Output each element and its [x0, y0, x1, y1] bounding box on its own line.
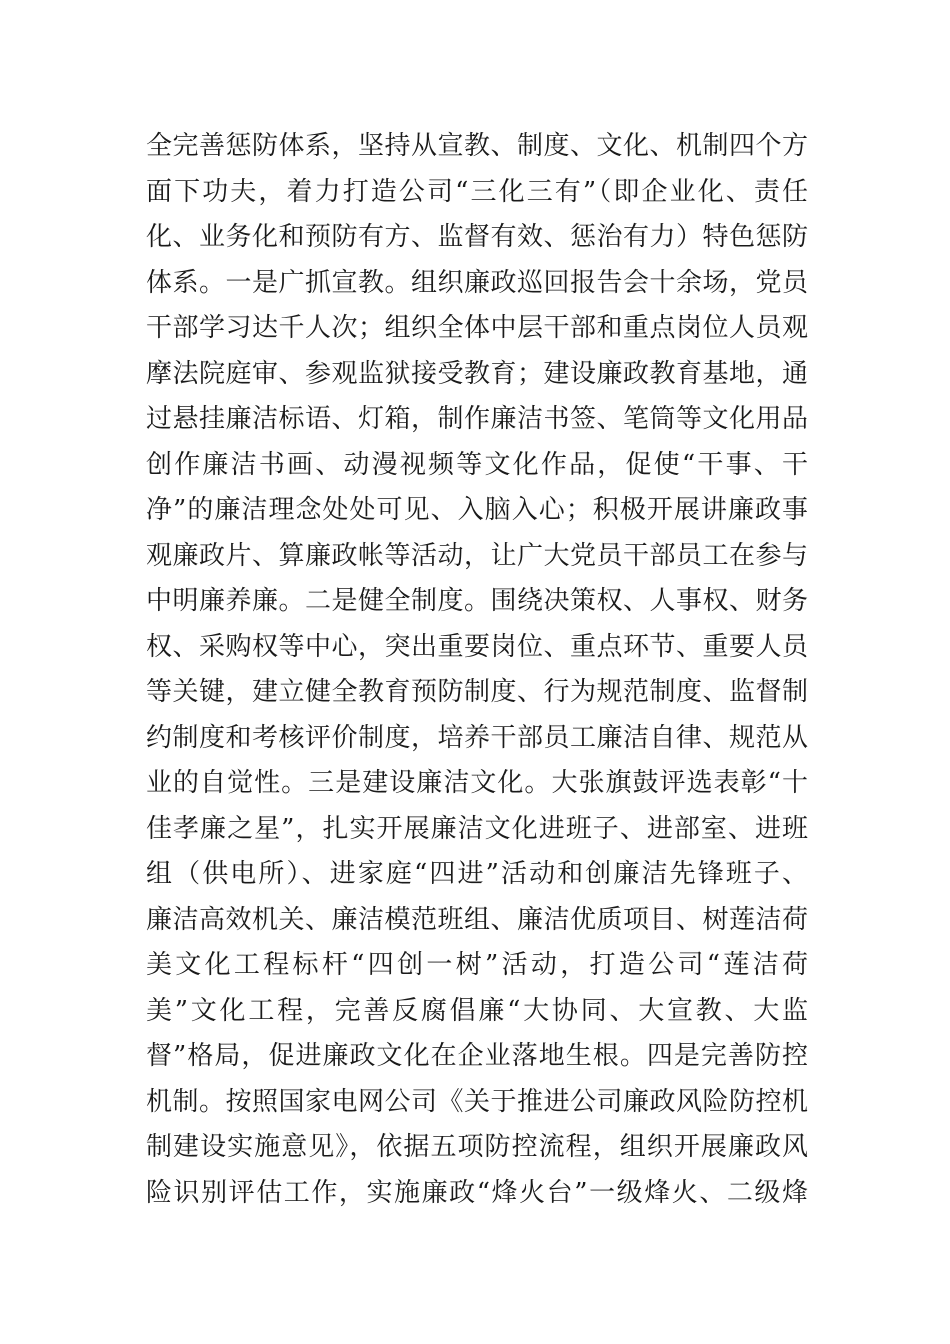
- text-line-23: 制建设实施意见》，依据五项防控流程，组织开展廉政风: [146, 1132, 808, 1162]
- text-line-4: 体系。一是广抓宣教。组织廉政巡回报告会十余场，党员: [146, 267, 808, 298]
- text-line-17: 组（供电所）、进家庭“四进”活动和创廉洁先锋班子、: [146, 859, 808, 889]
- text-line-22: 机制。按照国家电网公司《关于推进公司廉政风险防控机: [146, 1086, 808, 1117]
- text-line-2: 面下功夫，着力打造公司“三化三有”（即企业化、责任: [146, 176, 808, 207]
- text-line-24: 险识别评估工作，实施廉政“烽火台”一级烽火、二级烽: [146, 1177, 808, 1208]
- text-line-13: 等关键，建立健全教育预防制度、行为规范制度、监督制: [146, 677, 808, 707]
- text-line-5: 干部学习达千人次；组织全体中层干部和重点岗位人员观: [146, 313, 808, 343]
- text-line-3: 化、业务化和预防有方、监督有效、惩治有力）特色惩防: [146, 222, 808, 252]
- text-line-12: 权、采购权等中心，突出重要岗位、重点环节、重要人员: [146, 631, 808, 662]
- text-line-6: 摩法院庭审、参观监狱接受教育；建设廉政教育基地，通: [146, 358, 808, 389]
- body-text: [146, 124, 808, 1216]
- text-line-15: 业的自觉性。三是建设廉洁文化。大张旗鼓评选表彰“十: [146, 768, 808, 798]
- text-line-19: 美文化工程标杆“四创一树”活动，打造公司“莲洁荷: [146, 950, 808, 980]
- text-line-9: 净”的廉洁理念处处可见、入脑入心；积极开展讲廉政事: [146, 495, 808, 525]
- text-line-20: 美”文化工程，完善反腐倡廉“大协同、大宣教、大监: [146, 995, 808, 1026]
- text-line-14: 约制度和考核评价制度，培养干部员工廉洁自律、规范从: [146, 722, 808, 753]
- text-line-1: 全完善惩防体系，坚持从宣教、制度、文化、机制四个方: [146, 131, 808, 161]
- text-line-10: 观廉政片、算廉政帐等活动，让广大党员干部员工在参与: [146, 540, 808, 571]
- text-line-7: 过悬挂廉洁标语、灯箱，制作廉洁书签、笔筒等文化用品: [146, 404, 808, 434]
- text-line-11: 中明廉养廉。二是健全制度。围绕决策权、人事权、财务: [146, 586, 808, 616]
- text-line-8: 创作廉洁书画、动漫视频等文化作品，促使“干事、干: [146, 449, 808, 480]
- text-line-21: 督”格局，促进廉政文化在企业落地生根。四是完善防控: [146, 1041, 808, 1071]
- text-line-18: 廉洁高效机关、廉洁模范班组、廉洁优质项目、树莲洁荷: [146, 904, 808, 935]
- text-line-16: 佳孝廉之星”，扎实开展廉洁文化进班子、进部室、进班: [146, 813, 808, 844]
